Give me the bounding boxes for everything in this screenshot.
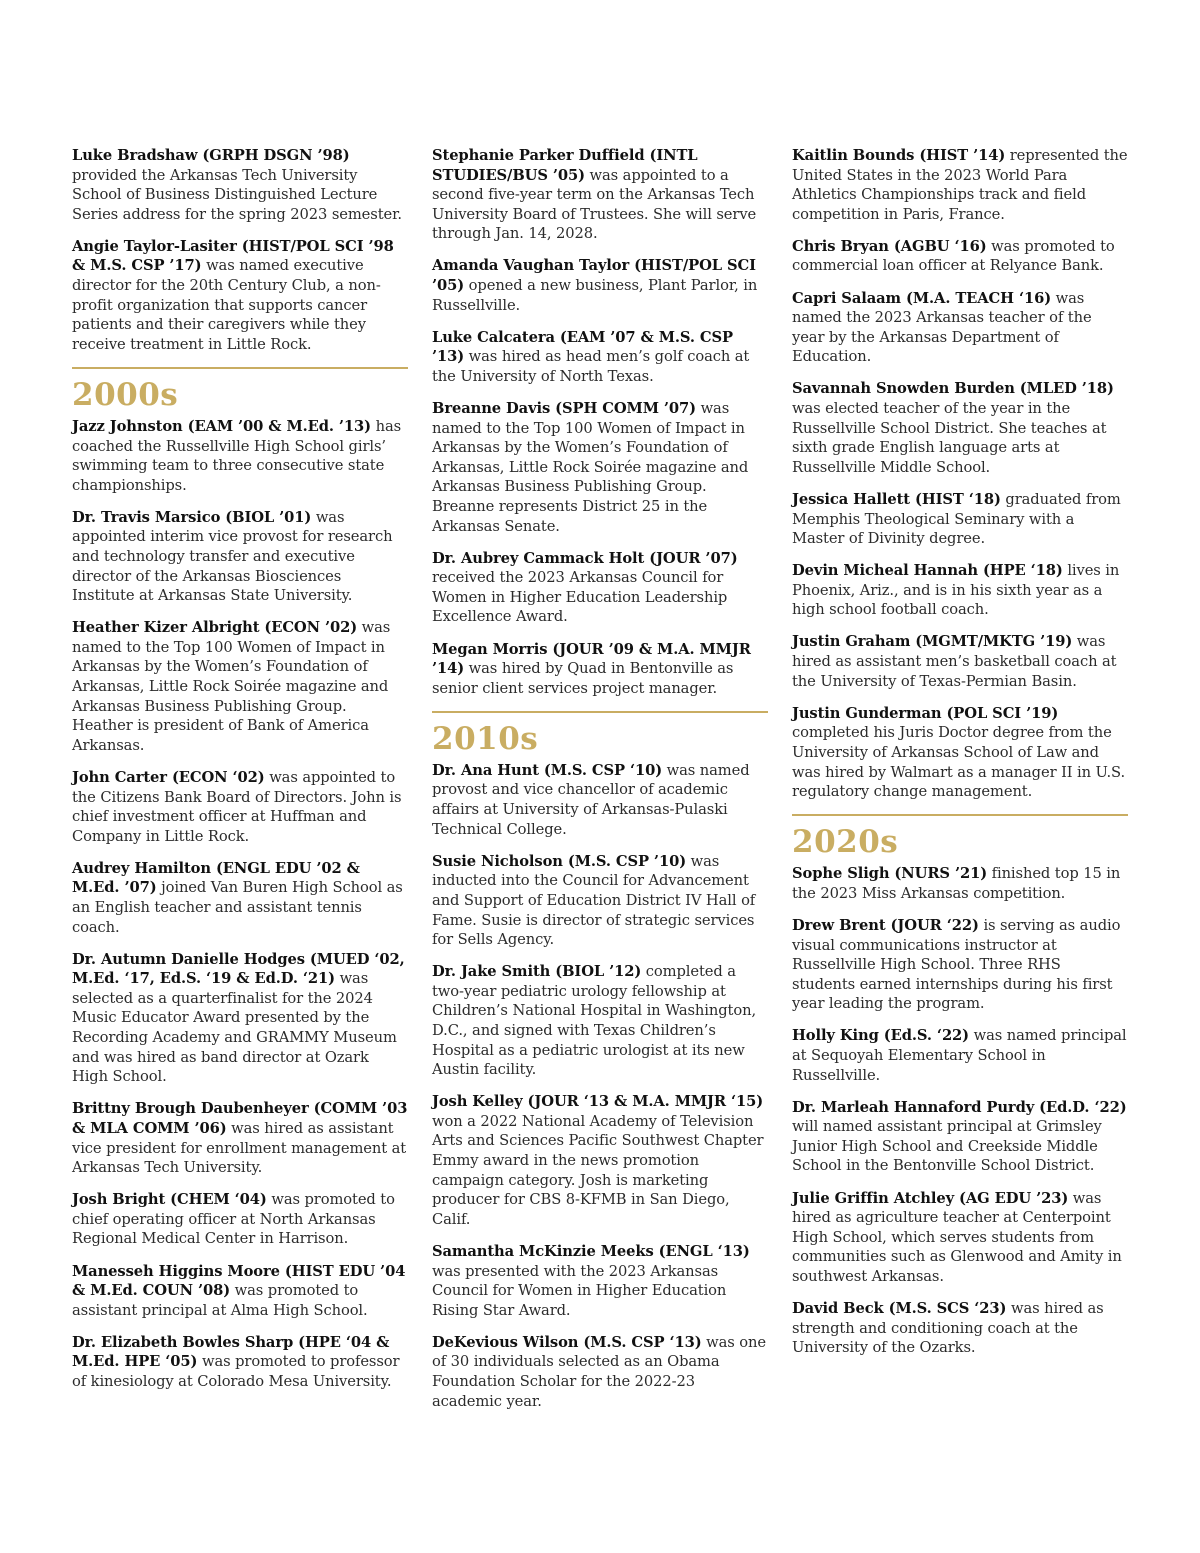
alumni-name: Justin Graham (MGMT/MKTG ’19): [792, 633, 1073, 651]
alumni-note: was elected teacher of the year in the Russellville School District. She teaches at sixth grade English language arts at Russellville Middle School.: [792, 400, 1107, 476]
alumni-name: Dr. Jake Smith (BIOL ’12): [432, 963, 642, 981]
alumni-entry: [792, 864, 1128, 903]
decade-divider: [72, 367, 408, 369]
alumni-name: Amanda Vaughan Taylor (HIST/POL SCI ’05): [432, 257, 756, 295]
alumni-entry: [792, 1026, 1128, 1085]
alumni-note: was hired as head men’s golf coach at the University of North Texas.: [432, 348, 750, 385]
alumni-note: was named principal at Sequoyah Elementary School in Russellville.: [792, 1027, 1127, 1084]
alumni-entry: [72, 1099, 408, 1177]
alumni-name: Luke Bradshaw (GRPH DSGN ’98): [72, 147, 350, 164]
alumni-name: Dr. Aubrey Cammack Holt (JOUR ’07): [432, 549, 738, 567]
alumni-note: opened a new business, Plant Parlor, in Russellville.: [432, 277, 758, 314]
alumni-note: was promoted to assistant principal at Alma High School.: [72, 1282, 368, 1319]
decade-heading: 2000s: [72, 376, 179, 413]
alumni-name: John Carter (ECON ‘02): [72, 768, 265, 786]
alumni-entry: [792, 146, 1128, 224]
alumni-entry: [792, 561, 1128, 620]
alumni-name: Josh Bright (CHEM ‘04): [72, 1191, 267, 1209]
alumni-name: Manesseh Higgins Moore (HIST EDU ’04 & M.Ed. COUN ’08): [72, 1262, 406, 1300]
alumni-entry: [432, 852, 768, 950]
alumni-note: was hired as assistant men’s basketball coach at the University of Texas-Permian Basin.: [792, 633, 1117, 690]
alumni-entry: [792, 237, 1128, 276]
alumni-note: won a 2022 National Academy of Television Arts and Sciences Pacific Southwest Chapter Emmy award in the news promotion campaign category. Josh is marketing producer for CBS 8-KFMB in San Diego, Calif.: [432, 1112, 764, 1228]
alumni-name: Savannah Snowden Burden (MLED ’18): [792, 380, 1114, 398]
alumni-entry: [72, 417, 408, 495]
alumni-note: lives in Phoenix, Ariz., and is in his sixth year as a high school football coach.: [792, 562, 1120, 619]
alumni-name: Megan Morris (JOUR ’09 & M.A. MMJR ’14): [432, 640, 751, 678]
class-notes-page: [72, 146, 1128, 1424]
alumni-entry: [792, 289, 1128, 367]
alumni-name: Breanne Davis (SPH COMM ’07): [432, 400, 696, 418]
alumni-name: Heather Kizer Albright (ECON ’02): [72, 619, 358, 637]
column-left: [72, 146, 408, 1424]
alumni-entry: [792, 1098, 1128, 1176]
alumni-note: was presented with the 2023 Arkansas Council for Women in Higher Education Rising Star Award.: [432, 1262, 727, 1319]
alumni-entry: [432, 761, 768, 839]
alumni-entry: [432, 399, 768, 536]
alumni-note: was appointed interim vice provost for research and technology transfer and executive director of the Arkansas Biosciences Institute at Arkansas State University.: [72, 508, 393, 605]
alumni-entry: [792, 1299, 1128, 1358]
alumni-note: was promoted to chief operating officer at North Arkansas Regional Medical Center in Harrison.: [72, 1191, 395, 1248]
alumni-entry: [792, 916, 1128, 1014]
alumni-note: completed a two-year pediatric urology fellowship at Children’s National Hospital in Washington, D.C., and signed with Texas Children’s Hospital as a pediatric urologist at its new Austin facility.: [432, 963, 757, 1079]
alumni-entry: [432, 1242, 768, 1320]
alumni-entry: [792, 490, 1128, 549]
alumni-note: joined Van Buren High School as an English teacher and assistant tennis coach.: [72, 879, 403, 936]
alumni-note: was one of 30 individuals selected as an Obama Foundation Scholar for the 2022-23 academic year.: [432, 1333, 766, 1410]
alumni-name: Devin Micheal Hannah (HPE ‘18): [792, 562, 1063, 580]
alumni-note: has coached the Russellville High School girls’ swimming team to three consecutive state championships.: [72, 417, 402, 494]
alumni-entry: [72, 508, 408, 606]
alumni-name: DeKevious Wilson (M.S. CSP ‘13): [432, 1333, 702, 1351]
alumni-note: provided the Arkansas Tech University School of Business Distinguished Lecture Series address for the spring 2023 semester.: [72, 166, 402, 223]
alumni-entry: [432, 1092, 768, 1229]
column-middle: [432, 146, 768, 1424]
alumni-entry: [432, 328, 768, 387]
alumni-note: was named the 2023 Arkansas teacher of the year by the Arkansas Department of Education.: [792, 289, 1092, 366]
alumni-name: Dr. Marleah Hannaford Purdy (Ed.D. ‘22): [792, 1098, 1127, 1116]
decade-divider: [432, 711, 768, 713]
alumni-entry: [432, 256, 768, 315]
alumni-name: Kaitlin Bounds (HIST ’14): [792, 147, 1006, 164]
alumni-entry: [72, 950, 408, 1087]
alumni-note: was inducted into the Council for Advancement and Support of Education District IV Hall of Fame. Susie is director of strategic services for Sells Agency.: [432, 852, 756, 949]
alumni-note: is serving as audio visual communications instructor at Russellville High School. Three RHS students earned internships during his first year leading the program.: [792, 916, 1121, 1013]
alumni-name: Dr. Autumn Danielle Hodges (MUED ‘02, M.Ed. ‘17, Ed.S. ‘19 & Ed.D. ‘21): [72, 950, 405, 988]
alumni-note: represented the United States in the 2023 World Para Athletics Championships track and field competition in Paris, France.: [792, 147, 1128, 223]
alumni-note: was selected as a quarterfinalist for the 2024 Music Educator Award presented by the Recording Academy and GRAMMY Museum and was hired as band director at Ozark High School.: [72, 970, 397, 1086]
alumni-name: Dr. Elizabeth Bowles Sharp (HPE ‘04 & M.Ed. HPE ‘05): [72, 1333, 390, 1371]
column-right: [792, 146, 1128, 1424]
alumni-note: was named provost and vice chancellor of academic affairs at University of Arkansas-Pulaski Technical College.: [432, 761, 750, 838]
alumni-entry: [432, 146, 768, 244]
alumni-name: Samantha McKinzie Meeks (ENGL ‘13): [432, 1242, 750, 1260]
alumni-name: Chris Bryan (AGBU ‘16): [792, 237, 987, 255]
alumni-note: was hired as strength and conditioning coach at the University of the Ozarks.: [792, 1300, 1104, 1357]
alumni-note: was hired as agriculture teacher at Centerpoint High School, which serves students from communities such as Glenwood and Amity in southwest Arkansas.: [792, 1189, 1122, 1285]
alumni-name: Capri Salaam (M.A. TEACH ‘16): [792, 289, 1052, 307]
alumni-entry: [792, 704, 1128, 802]
alumni-note: was named to the Top 100 Women of Impact in Arkansas by the Women’s Foundation of Arkansas, Little Rock Soirée magazine and Arkansas Business Publishing Group. Heather is president of Bank of America Arkansas.: [72, 619, 391, 754]
alumni-entry: [72, 1333, 408, 1392]
alumni-note: was appointed to the Citizens Bank Board of Directors. John is chief investment officer at Huffman and Company in Little Rock.: [72, 768, 402, 845]
alumni-name: Brittny Brough Daubenheyer (COMM ’03 & MLA COMM ’06): [72, 1100, 408, 1137]
alumni-note: will named assistant principal at Grimsley Junior High School and Creekside Middle School in the Bentonville School District.: [792, 1118, 1102, 1175]
alumni-name: Julie Griffin Atchley (AG EDU ’23): [792, 1189, 1069, 1207]
alumni-entry: [792, 632, 1128, 691]
alumni-note: was promoted to professor of kinesiology at Colorado Mesa University.: [72, 1353, 400, 1390]
alumni-entry: [432, 640, 768, 699]
alumni-name: Stephanie Parker Duffield (INTL STUDIES/BUS ’05): [432, 147, 698, 184]
alumni-entry: [792, 379, 1128, 477]
alumni-entry: [72, 146, 408, 224]
alumni-name: Sophe Sligh (NURS ’21): [792, 865, 988, 883]
alumni-name: Drew Brent (JOUR ‘22): [792, 916, 979, 934]
alumni-name: Dr. Travis Marsico (BIOL ’01): [72, 508, 312, 526]
alumni-name: Luke Calcatera (EAM ’07 & M.S. CSP ’13): [432, 328, 733, 366]
decade-divider: [792, 814, 1128, 816]
alumni-name: Jazz Johnston (EAM ’00 & M.Ed. ’13): [72, 417, 372, 435]
alumni-entry: [72, 618, 408, 755]
alumni-name: Josh Kelley (JOUR ‘13 & M.A. MMJR ‘15): [432, 1093, 764, 1111]
alumni-note: was hired as assistant vice president for enrollment management at Arkansas Tech University.: [72, 1119, 407, 1177]
alumni-name: Jessica Hallett (HIST ‘18): [792, 490, 1001, 508]
alumni-name: Holly King (Ed.S. ‘22): [792, 1027, 970, 1045]
alumni-name: Audrey Hamilton (ENGL EDU ’02 & M.Ed. ’07): [72, 859, 360, 897]
alumni-entry: [72, 1262, 408, 1321]
decade-heading: 2020s: [792, 824, 899, 861]
alumni-entry: [432, 962, 768, 1080]
alumni-entry: [432, 549, 768, 627]
alumni-entry: [72, 768, 408, 846]
alumni-entry: [72, 859, 408, 937]
alumni-note: was named executive director for the 20th Century Club, a non-profit organization that supports cancer patients and their caregivers while they receive treatment in Little Rock.: [72, 257, 381, 353]
alumni-name: David Beck (M.S. SCS ‘23): [792, 1300, 1007, 1317]
alumni-entry: [72, 237, 408, 355]
alumni-name: Susie Nicholson (M.S. CSP ’10): [432, 852, 687, 870]
alumni-note: was appointed to a second five-year term on the Arkansas Tech University Board of Trustees. She will serve through Jan. 14, 2028.: [432, 166, 757, 243]
alumni-note: finished top 15 in the 2023 Miss Arkansas competition.: [792, 865, 1121, 902]
alumni-note: was hired by Quad in Bentonville as senior client services project manager.: [432, 660, 734, 697]
alumni-note: was promoted to commercial loan officer at Relyance Bank.: [792, 237, 1115, 275]
alumni-note: completed his Juris Doctor degree from the University of Arkansas School of Law and was hired by Walmart as a manager II in U.S. regulatory change management.: [792, 724, 1126, 801]
alumni-note: graduated from Memphis Theological Seminary with a Master of Divinity degree.: [792, 490, 1121, 548]
alumni-name: Justin Gunderman (POL SCI ’19): [792, 704, 1059, 722]
alumni-name: Dr. Ana Hunt (M.S. CSP ‘10): [432, 761, 663, 779]
decade-heading: 2010s: [432, 720, 539, 757]
alumni-entry: [72, 1190, 408, 1249]
alumni-note: was named to the Top 100 Women of Impact in Arkansas by the Women’s Foundation of Arkansas, Little Rock Soirée magazine and Arkansas Business Publishing Group. Breanne represents District 25 in the Arkansas Senate.: [432, 400, 749, 535]
alumni-note: received the 2023 Arkansas Council for Women in Higher Education Leadership Excellence Award.: [432, 569, 728, 626]
alumni-entry: [792, 1189, 1128, 1287]
alumni-name: Angie Taylor-Lasiter (HIST/POL SCI ’98 & M.S. CSP ’17): [72, 237, 394, 275]
alumni-entry: [432, 1333, 768, 1411]
